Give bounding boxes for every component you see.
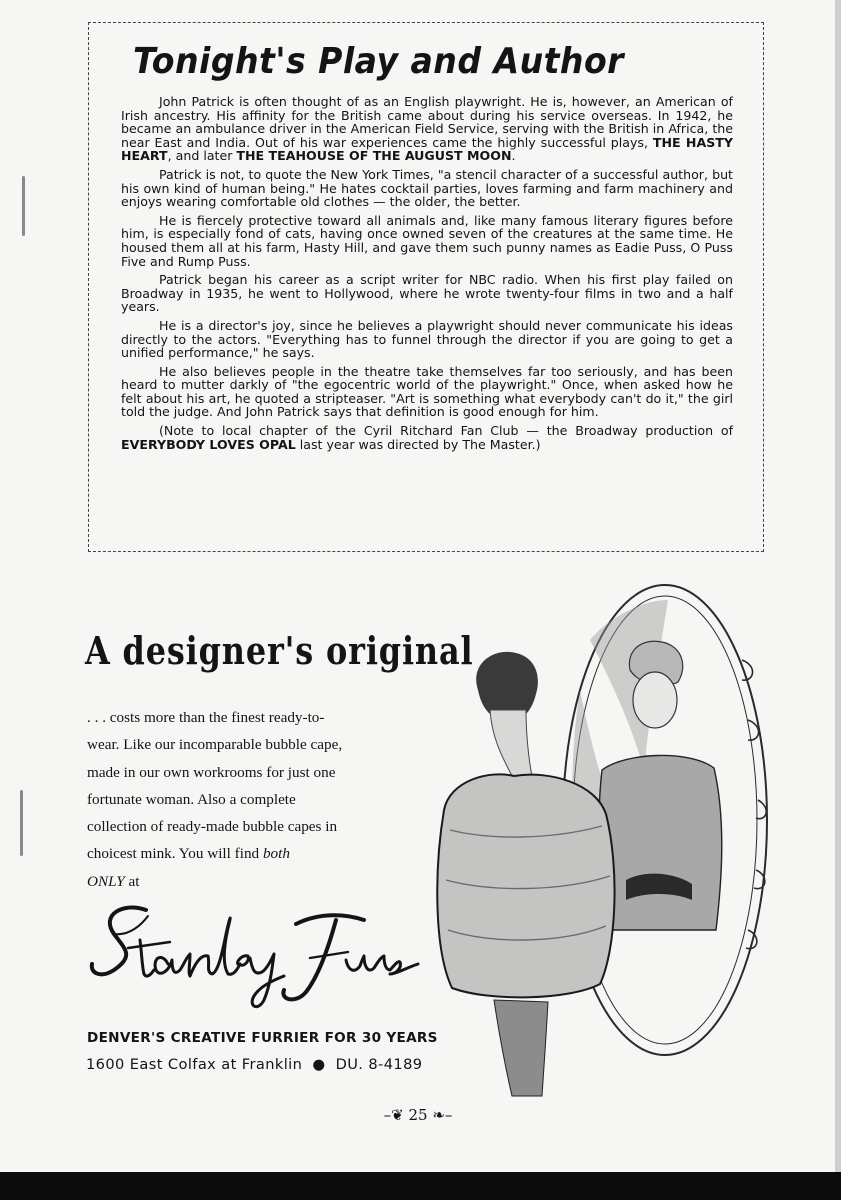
bio-paragraph: [121, 168, 733, 209]
ad-copy-line: made in our own workrooms for just one: [87, 763, 336, 781]
ad-copy-line: wear. Like our incomparable bubble cape,: [87, 736, 343, 754]
ad-copy-line: [87, 840, 417, 867]
ad-headline: A designer's original: [85, 628, 474, 673]
bio-text-segment: last year was directed by The Master.): [295, 436, 541, 452]
logo-text: Stanley Furs: [252, 1005, 265, 1007]
bio-paragraph: [121, 273, 733, 314]
ad-copy-line: . . . costs more than the finest ready-to-: [87, 709, 325, 726]
ad-copy-emphasis: both: [262, 845, 290, 863]
binding-mark-lower: [20, 790, 23, 856]
ad-copy-line: collection of ready-made bubble capes in: [87, 818, 338, 836]
play-title: THE HASTY HEART: [121, 134, 734, 164]
bio-text-segment: John Patrick is often thought of as an English playwright. He is, however, an American of Irish ancestry. His affinity for the British came about during his service overseas. In 1942, he became an ambulance driver in the American Field Service, serving with the British in Africa, the near East and India. Out of his war experiences came the highly successful plays,: [121, 94, 733, 150]
author-bio-box: [88, 22, 764, 552]
ad-copy-text: choicest mink. You will find: [87, 845, 263, 863]
bio-paragraph: [121, 214, 733, 268]
page-edge: [835, 0, 841, 1172]
bio-text-segment: .: [511, 148, 516, 164]
play-title: THE TEAHOUSE OF THE AUGUST MOON: [236, 148, 512, 164]
bio-text-segment: Patrick is not, to quote the New York Times, "a stencil character of a successful author, but his own kind of human being." He hates cocktail parties, loves farming and farm machinery and enjoys wearing comfortable old clothes — the older, the better.: [121, 166, 733, 210]
store-phone: DU. 8-4189: [335, 1056, 423, 1073]
page-number-value: 25: [408, 1106, 428, 1124]
binding-mark-upper: [22, 176, 25, 236]
bio-text-segment: He is a director's joy, since he believes a playwright should never communicate his ideas directly to the actors. "Everything has to funnel through the director if you are going to get a unified performance," he says.: [121, 317, 733, 361]
ad-tagline: DENVER'S CREATIVE FURRIER FOR 30 YEARS: [87, 1030, 438, 1046]
bio-paragraph: [121, 365, 733, 419]
bullet-icon: ●: [312, 1056, 326, 1073]
play-title: EVERYBODY LOVES OPAL: [121, 436, 296, 452]
bio-paragraph: [121, 424, 733, 451]
bio-text-segment: He also believes people in the theatre take themselves far too seriously, and has been heard to mutter darkly of "the egocentric world of the playwright." Once, when asked how he felt about his art, he quoted a stripteaser. "Art is something what everybody can't do it," the girl told the judge. And John Patrick says that definition is good enough for him.: [121, 363, 733, 420]
bio-paragraph: [121, 319, 733, 360]
bio-text-segment: , and later: [167, 148, 237, 164]
ad-address: [86, 1056, 422, 1073]
store-address: 1600 East Colfax at Franklin: [86, 1056, 303, 1073]
scan-border: [0, 1172, 841, 1200]
ad-copy-emphasis: ONLY: [87, 872, 125, 890]
stanley-furs-logo: [84, 894, 420, 1014]
ad-copy-text: at: [124, 872, 140, 890]
bio-text-segment: Patrick began his career as a script writer for NBC radio. When his first play failed on Broadway in 1935, he went to Hollywood, where he wrote twenty-four films in two and a half years.: [121, 272, 733, 315]
ad-copy-line: [87, 868, 417, 895]
woman-figure: [437, 652, 614, 1096]
page-number: –❦ 25 ❧–: [383, 1106, 453, 1124]
bio-title: Tonight's Play and Author: [133, 41, 624, 82]
fashion-illustration: [430, 570, 770, 1100]
ad-copy-line: fortunate woman. Also a complete: [87, 790, 296, 808]
bio-text-segment: He is fiercely protective toward all animals and, like many famous literary figures before him, is especially fond of cats, having once owned seven of the creatures at the same time. He housed them all at his farm, Hasty Hill, and gave them such punny names as Eadie Puss, O Puss Five and Rump Puss.: [121, 212, 733, 269]
ad-copy: [87, 704, 417, 895]
bio-text: [121, 95, 733, 456]
bio-paragraph: [121, 95, 733, 163]
bio-text-segment: (Note to local chapter of the Cyril Ritchard Fan Club — the Broadway production of: [159, 423, 733, 439]
